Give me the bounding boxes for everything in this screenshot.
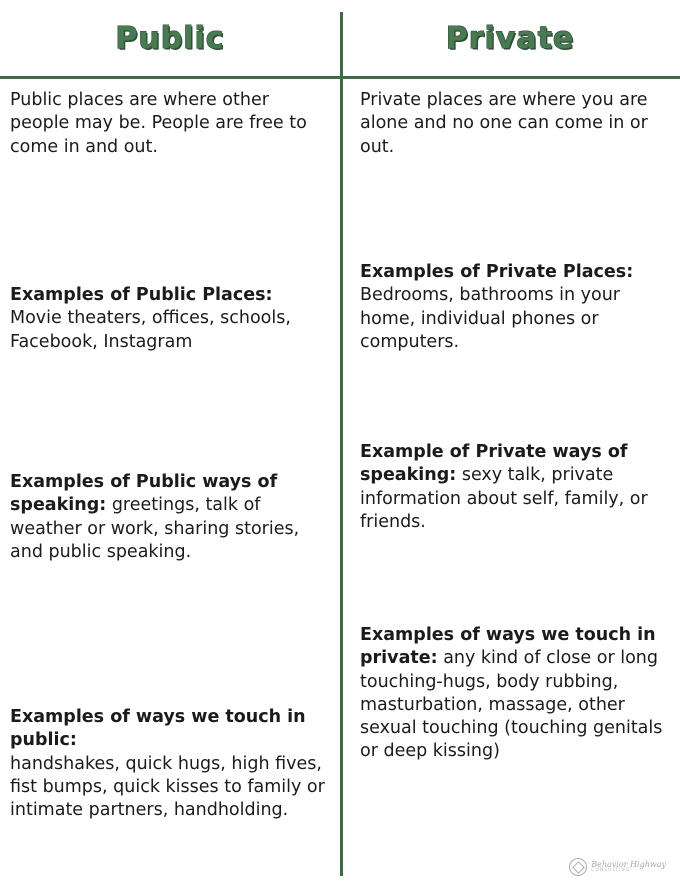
private-speaking-heading: Example of Private ways of speaking: [360,442,628,486]
watermark-name: Behavior Highway [591,859,666,869]
public-places-heading: Examples of Public Places: [10,285,273,305]
private-places-text: Bedrooms, bathrooms in your home, individual phones or computers. [360,285,620,352]
public-definition-block [10,89,330,159]
private-title: Private [445,20,575,56]
public-touch-block [10,706,330,822]
private-definition-block [360,89,670,159]
private-column-header [340,21,680,56]
private-speaking-block [360,441,670,534]
public-speaking-block [10,471,330,564]
private-places-block [360,261,670,354]
public-column-header [0,21,340,56]
content-columns [0,79,680,888]
public-places-block [10,284,330,354]
private-definition-text: Private places are where you are alone and no one can come in or out. [360,90,648,157]
private-touch-block [360,624,670,764]
watermark-tagline: CONSULTING [591,867,631,873]
public-touch-text: handshakes, quick hugs, high fives, fist bumps, quick kisses to family or intimate partners, handholding. [10,753,325,821]
public-touch-heading: Examples of ways we touch in public: [10,707,306,751]
diamond-logo-icon [569,858,587,876]
private-touch-heading: Examples of ways we touch in private: [360,625,656,669]
private-speaking-text: sexy talk, private information about self, family, or friends. [360,465,648,532]
public-speaking-heading: Examples of Public ways of speaking: [10,472,278,516]
public-places-text: Movie theaters, offices, schools, Facebook, Instagram [10,308,291,352]
private-column [340,79,680,888]
public-speaking-text: greetings, talk of weather or work, sharing stories, and public speaking. [10,495,300,562]
public-title: Public [115,20,225,56]
public-definition-text: Public places are where other people may be. People are free to come in and out. [10,90,307,157]
watermark-text [591,861,666,874]
public-column [0,79,340,888]
private-touch-text: any kind of close or long touching-hugs, body rubbing, masturbation, massage, other sexual touching (touching genitals or deep kissing) [360,648,663,762]
watermark-logo [569,858,666,876]
private-places-heading: Examples of Private Places: [360,262,634,282]
